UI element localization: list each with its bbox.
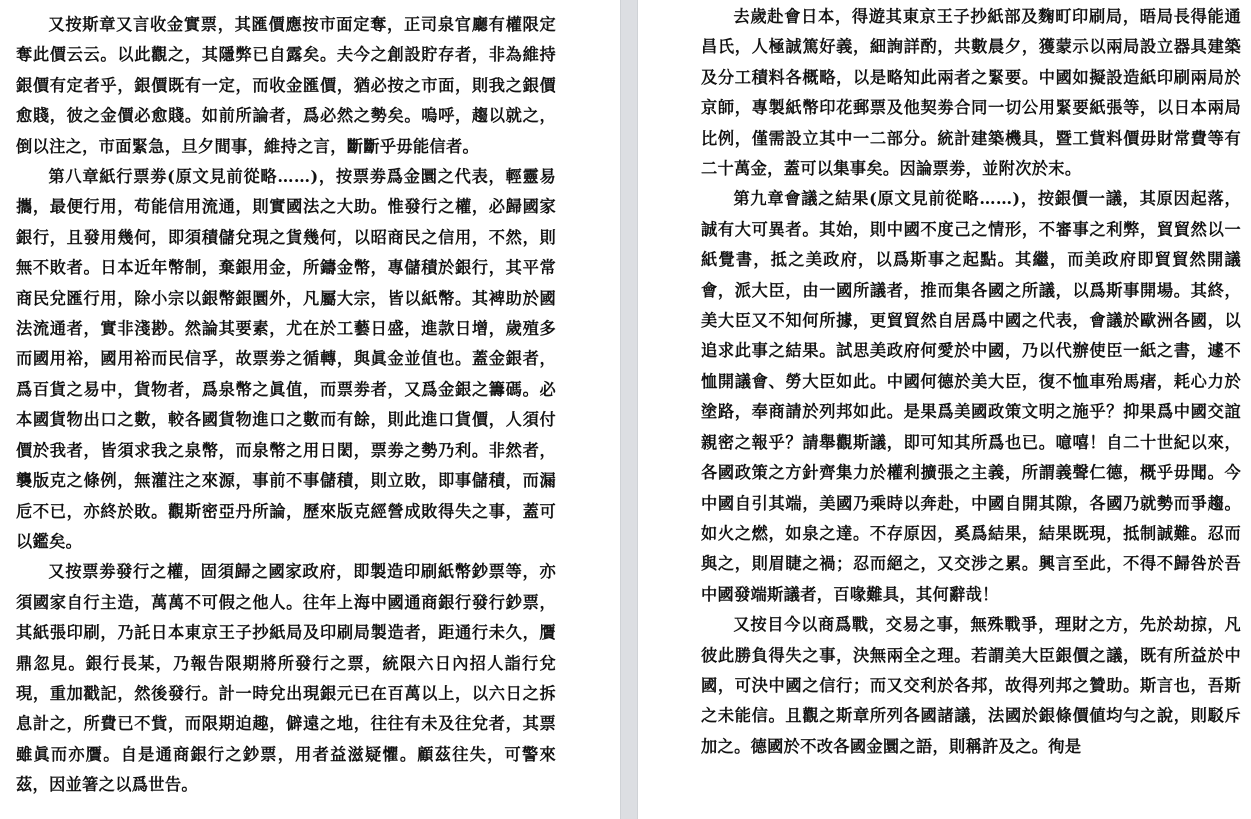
paragraph: 又按票劵發行之權，固須歸之國家政府，即製造印刷紙幣鈔票等，亦須國家自行主造，萬萬不可假之他人。往年上海中國通商銀行發行鈔票，其紙張印刷，乃託日本東京王子抄紙局及印刷局製造者，距通行未久，贋鼎忽見。銀行長某，乃報告限期將所發行之票，統限六日內招人詣行兌現，重加戳記，然後發行。計一時兌出現銀元已在百萬以上，以六日之拆息計之，所費已不貲，而限期迫趣，僻遠之地，往往有未及往兌者，其票雖眞而亦贋。自是通商銀行之鈔票，用者益滋疑懼。顧茲往失，可警來茲，因並箸之以爲世告。 [16, 562, 556, 795]
paragraph: 又按斯章又言收金實票，其匯價應按市面定奪，正司泉官廳有權限定奪此價云云。以此觀之，其隱弊已自露矣。夫今之創設貯存者，非為維持銀價有定者乎，銀價既有一定，而收金匯價，猶必按之市面，則我之銀價愈賤，彼之金價必愈賤。如前所論者，爲必然之勢矣。嗚呼，趨以就之，倒以注之，市面緊急，旦夕間事，維持之言，斷斷乎毋能信者。 [16, 15, 556, 156]
page-gutter [620, 0, 638, 819]
right-page [638, 0, 1251, 819]
paragraph: 第九章會議之結果(原文見前從略……)，按銀價一議，其原因起落，誠有大可異者。其始，則中國不度己之情形，不審事之利弊，貿貿然以一紙覺書，抵之美政府，以爲斯事之起點。其繼，而美政府即貿貿然開議會，派大臣，由一國所議者，推而集各國之所議，以爲斯事開場。其終，美大臣又不知何所據，更貿貿然自居爲中國之代表，會議於歐洲各國，以追求此事之結果。試思美政府何愛於中國，乃以代辦使臣一紙之書，遽不恤開議會、勞大臣如此。中國何德於美大臣，復不恤車殆馬瘏，耗心力於塗路，奉商請於列邦如此。是果爲美國政策文明之施乎？抑果爲中國交誼親密之報乎？請舉觀斯議，即可知其所爲也已。噫嘻！自二十世紀以來，各國政策之方針齊集力於權利擴張之主義，所謂義聲仁德，概乎毋聞。今中國自引其端，美國乃乘時以奔赴，中國自開其隙，各國乃就勢而爭趨。如火之燃，如泉之達。不存原因，奚爲結果，結果既現，抵制誠難。忍而與之，則眉睫之禍；忍而絕之，又交涉之累。興言至此，不得不歸咎於吾中國發端斯議者，百喙難具，其何辭哉！ [701, 189, 1241, 604]
paragraph: 又按目今以商爲戰，交易之事，無殊戰爭，理財之方，先於劫掠，凡彼此勝負得失之事，決無兩全之理。若謂美大臣銀價之議，既有所益於中國，可決中國之信行；而又交利於各邦，故得列邦之贊助。斯言也，吾斯之未能信。且觀之斯章所列各國諸議，法國於銀條價値均勻之說，則駁斥加之。德國於不改各國金圜之語，則稱許及之。徇是 [701, 615, 1241, 756]
paragraph: 去歲赴會日本，得遊其東京王子抄紙部及麴町印刷局，晤局長得能通昌氏，人極誠篤好義，細詢詳酌，共數晨夕，獲蒙示以兩局設立器具建築及分工積料各概略，以是略知此兩者之緊要。中國如擬設造紙印刷兩局於京師，專製紙幣印花郵票及他契劵合同一切公用緊要紙張等，以日本兩局比例，僅需設立其中一二部分。統計建築機具，暨工貲料價毋財常費等有二十萬金，蓋可以集事矣。因論票劵，並附次於末。 [701, 7, 1241, 179]
left-page [0, 0, 620, 819]
paragraph: 第八章紙行票劵(原文見前從略……)，按票劵爲金圜之代表，輕靈易攜，最便行用，苟能信用流通，則實國法之大助。惟發行之權，必歸國家銀行，且發用幾何，即須積儲兌現之貨幾何，以昭商民之信用，不然，則無不敗者。日本近年幣制，棄銀用金，所鑄金幣，專儲積於銀行，其平常商民兌匯行用，除小宗以銀幣銀圜外，凡屬大宗，皆以紙幣。其裨助於國法流通者，實非淺尠。然論其要素，尤在於工藝日盛，進款日增，歲殖多而國用裕，國用裕而民信孚，故票劵之循轉，與眞金並值也。蓋金銀者，爲百貨之易中，貨物者，爲泉幣之眞值，而票劵者，又爲金銀之籌碼。必本國貨物出口之數，較各國貨物進口之數而有餘，則此進口貨價，人須付價於我者，皆須求我之泉幣，而泉幣之用日閎，票劵之勢乃利。非然者，襲版克之條例，無灌注之來源，事前不事儲積，則立敗，即事儲積，而漏卮不已，亦終於敗。觀斯密亞丹所論，歷來版克經營成敗得失之事，蓋可以鑑矣。 [16, 167, 556, 551]
